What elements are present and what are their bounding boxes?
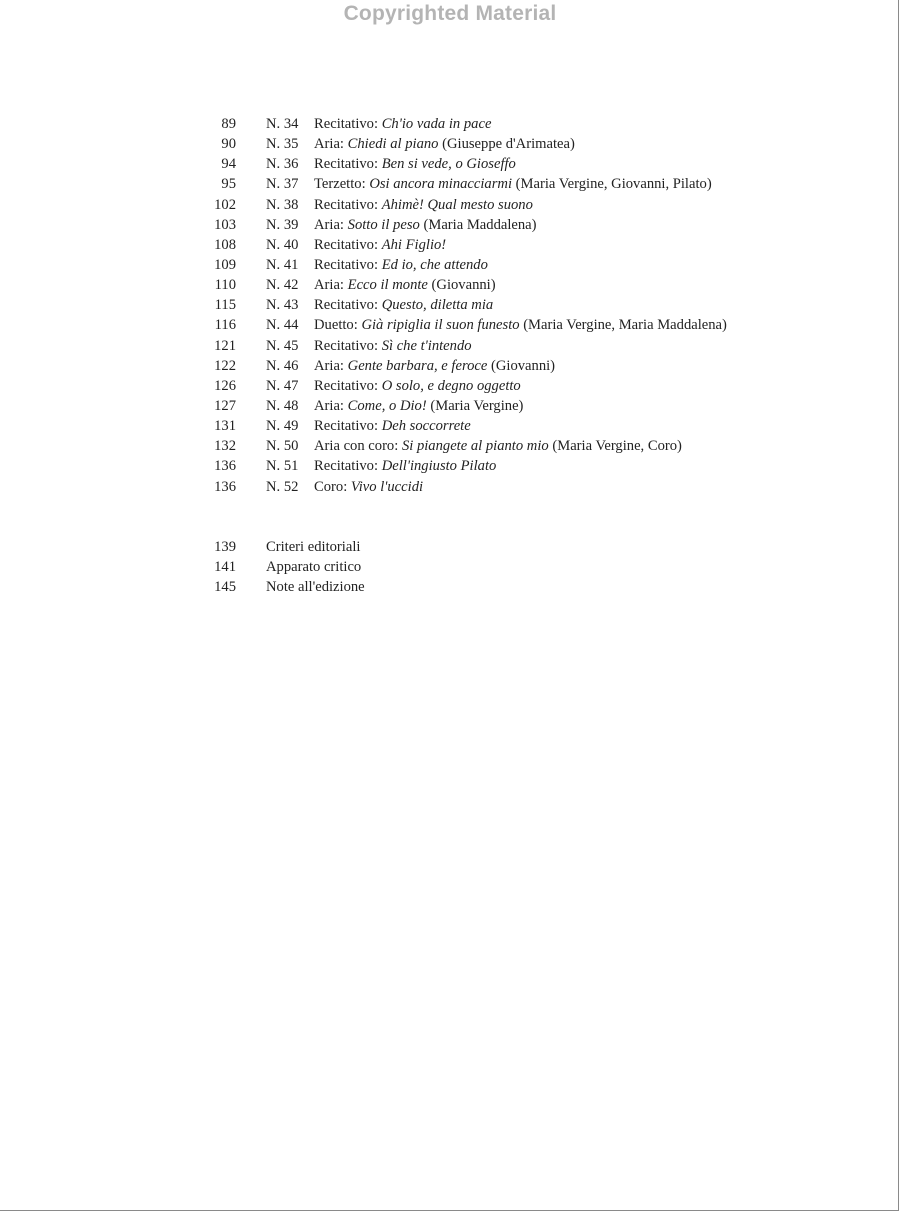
toc-entry [0,154,900,174]
toc-entry-title: Già ripiglia il suon funesto [361,317,520,334]
toc-entry-text [314,477,423,497]
toc-entry-title: Sì che t'intendo [381,337,472,354]
toc-entry-performers: (Maria Maddalena) [419,216,537,233]
toc-entry-title: Questo, diletta mia [381,297,494,314]
toc-page-number: 121 [214,337,236,354]
toc-entry-performers: (Giovanni) [487,357,556,374]
appendix-entry [0,577,900,597]
toc-page-number: 136 [214,478,236,495]
toc-entry-title: Dell'ingiusto Pilato [381,458,497,475]
toc-entry-type: Recitativo: [314,297,379,314]
toc-page-number: 116 [214,317,236,334]
toc-page-number: 132 [214,438,236,455]
toc-entry-text [314,396,523,416]
toc-entry-number: N. 44 [266,317,299,334]
toc-entry-type: Terzetto: [314,176,366,193]
toc-entry-number: N. 37 [266,176,299,193]
toc-entry-title: Ecco il monte [347,277,428,294]
toc-entry-text [314,174,712,194]
toc-entry [0,356,900,376]
toc-entry-number: N. 42 [266,277,299,294]
toc-entry-type: Recitativo: [314,418,379,435]
toc-entry-text [314,235,446,255]
toc-entry [0,195,900,215]
toc-page-number: 122 [214,357,236,374]
toc-entry [0,416,900,436]
appendix-list [0,537,900,597]
toc-entry-type: Recitativo: [314,458,379,475]
toc-entry [0,255,900,275]
toc-entry-type: Recitativo: [314,337,379,354]
toc-entry-text [314,275,496,295]
toc-entry-title: Ben si vede, o Gioseffo [381,156,516,173]
toc-page-number: 126 [214,377,236,394]
toc-entry-type: Aria: [314,357,344,374]
toc-entry-type: Aria con coro: [314,438,399,455]
toc-page-number: 102 [214,196,236,213]
toc-entry-type: Aria: [314,277,344,294]
toc-entry-text [314,215,537,235]
toc-entry-type: Recitativo: [314,236,379,253]
toc-entry-type: Coro: [314,478,348,495]
toc-entry-type: Aria: [314,136,344,153]
toc-entry-text [314,436,682,456]
toc-entry-number: N. 41 [266,256,299,273]
toc-page-number: 110 [214,277,236,294]
toc-entry-text [314,336,472,356]
toc-entry-text [314,195,533,215]
appendix-title: Note all'edizione [266,579,365,596]
toc-entry-title: O solo, e degno oggetto [381,377,521,394]
toc-entry-number: N. 38 [266,196,299,213]
toc-entry [0,456,900,476]
toc-page-number: 115 [214,297,236,314]
toc-entry-number: N. 45 [266,337,299,354]
toc-entry-type: Recitativo: [314,156,379,173]
toc-page-number: 136 [214,458,236,475]
toc-entry-number: N. 46 [266,357,299,374]
toc-entry-performers: (Giuseppe d'Arimatea) [438,136,575,153]
toc-entry-type: Recitativo: [314,256,379,273]
table-of-contents [0,114,900,497]
toc-entry-number: N. 52 [266,478,299,495]
toc-entry-title: Ed io, che attendo [381,256,488,273]
toc-entry-title: Ch'io vada in pace [381,116,492,132]
toc-entry [0,114,900,134]
toc-entry-title: Vivo l'uccidi [350,478,424,495]
toc-entry-title: Ahimè! Qual mesto suono [381,196,533,213]
toc-entry [0,477,900,497]
toc-entry-performers: (Maria Vergine, Coro) [548,438,682,455]
toc-entry-text [314,416,471,436]
toc-entry-text [314,114,491,134]
toc-page-number: 131 [214,418,236,435]
toc-entry [0,436,900,456]
toc-entry-title: Chiedi al piano [347,136,439,153]
toc-page-number: 94 [221,156,236,173]
toc-entry-type: Aria: [314,397,344,414]
toc-entry-number: N. 39 [266,216,299,233]
toc-entry [0,336,900,356]
toc-page-number: 103 [214,216,236,233]
toc-entry [0,134,900,154]
toc-entry-text [314,154,516,174]
toc-page-number: 89 [221,116,236,132]
toc-entry-text [314,456,496,476]
toc-entry-title: Deh soccorrete [381,418,471,435]
toc-page-number: 109 [214,256,236,273]
appendix-page-number: 139 [214,539,236,555]
appendix-entry [0,537,900,557]
toc-entry [0,275,900,295]
toc-entry-number: N. 43 [266,297,299,314]
toc-entry-title: Osi ancora minacciarmi [369,176,512,193]
toc-entry-title: Sotto il peso [347,216,420,233]
toc-entry-performers: (Giovanni) [427,277,496,294]
toc-entry-type: Duetto: [314,317,358,334]
toc-entry-performers: (Maria Vergine, Giovanni, Pilato) [512,176,712,193]
toc-page-number: 95 [221,176,236,193]
toc-entry-number: N. 51 [266,458,299,475]
toc-page-number: 108 [214,236,236,253]
toc-entry-type: Recitativo: [314,196,379,213]
appendix-page-number: 141 [214,559,236,576]
toc-entry-text [314,315,727,335]
toc-entry-title: Gente barbara, e feroce [347,357,488,374]
toc-entry [0,295,900,315]
toc-entry-text [314,134,575,154]
toc-entry-number: N. 48 [266,397,299,414]
toc-page-number: 127 [214,397,236,414]
toc-entry-number: N. 49 [266,418,299,435]
toc-entry-title: Ahi Figlio! [381,236,447,253]
toc-entry-number: N. 40 [266,236,299,253]
appendix-title: Apparato critico [266,559,362,576]
toc-entry-title: Si piangete al pianto mio [401,438,549,455]
toc-entry-text [314,356,555,376]
toc-entry-number: N. 34 [266,116,299,132]
toc-entry-text [314,295,493,315]
toc-entry-number: N. 35 [266,136,299,153]
toc-entry [0,315,900,335]
toc-entry-type: Recitativo: [314,377,379,394]
toc-entry-type: Aria: [314,216,344,233]
toc-entry-title: Come, o Dio! [347,397,427,414]
toc-entry-performers: (Maria Vergine) [426,397,524,414]
toc-entry-performers: (Maria Vergine, Maria Maddalena) [519,317,727,334]
toc-entry [0,376,900,396]
toc-entry [0,396,900,416]
toc-entry-text [314,376,521,396]
appendix-page-number: 145 [214,579,236,596]
appendix-entry [0,557,900,577]
toc-entry [0,174,900,194]
toc-entry-number: N. 47 [266,377,299,394]
toc-entry-number: N. 50 [266,438,299,455]
toc-entry-number: N. 36 [266,156,299,173]
toc-entry-type: Recitativo: [314,116,379,132]
appendix-title: Criteri editoriali [266,539,361,555]
toc-entry-text [314,255,488,275]
toc-entry [0,235,900,255]
watermark: Copyrighted Material [343,2,557,25]
toc-page-number: 90 [221,136,236,153]
toc-entry [0,215,900,235]
